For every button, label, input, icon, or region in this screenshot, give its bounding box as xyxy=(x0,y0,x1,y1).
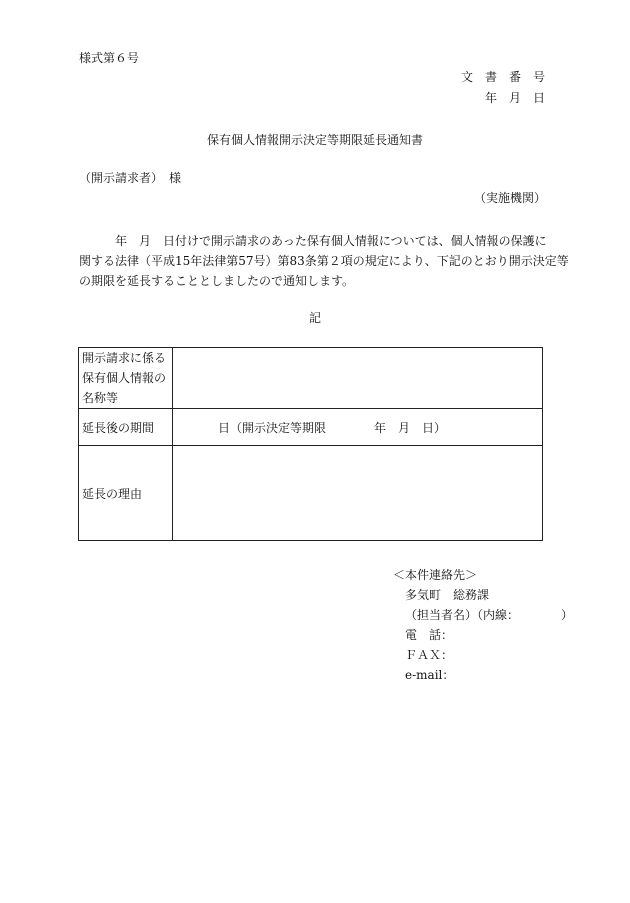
contact-fax: ＦＡＸ： xyxy=(405,648,454,662)
contact-phone: 電 話： xyxy=(405,628,454,642)
date-label: 年 月 日 xyxy=(484,91,545,105)
form-number: 様式第６号 xyxy=(79,51,140,65)
contact-heading: ＜本件連絡先＞ xyxy=(393,568,478,582)
personal-info-name-value[interactable] xyxy=(173,348,543,409)
label-line: 開示請求に係る xyxy=(82,351,167,365)
extension-reason-value[interactable] xyxy=(173,446,543,541)
notice-body xyxy=(79,231,569,291)
requester-label: （開示請求者） 様 xyxy=(79,171,182,185)
label-line: 名称等 xyxy=(82,391,119,405)
notice-body-line: 年 月 日付けで開示請求のあった保有個人情報については、個人情報の保護に xyxy=(79,234,547,248)
contact-person: （担当者名）（内線： ） xyxy=(405,608,574,622)
extended-period-label: 延長後の期間 xyxy=(79,409,173,446)
ki-heading: 記 xyxy=(308,311,321,325)
label-line: 保有個人情報の xyxy=(82,371,167,385)
extension-reason-label: 延長の理由 xyxy=(79,446,173,541)
personal-info-name-label xyxy=(79,348,173,409)
notice-body-line: の期限を延長することとしましたので通知します。 xyxy=(79,274,355,288)
table-row xyxy=(79,409,543,446)
contact-block xyxy=(393,565,573,685)
table-row xyxy=(79,446,543,541)
notice-body-line: 関する法律（平成15年法律第57号）第83条第２項の規定により、下記のとおり開示決定等 xyxy=(79,254,569,268)
document-number-label: 文 書 番 号 xyxy=(460,70,545,84)
extended-period-value[interactable]: 日（開示決定等期限 年 月 日） xyxy=(173,409,543,446)
agency-label: （実施機関） xyxy=(473,191,546,205)
document-title: 保有個人情報開示決定等期限延長通知書 xyxy=(206,133,423,147)
table-row xyxy=(79,348,543,409)
details-table xyxy=(78,347,543,541)
contact-department: 多気町 総務課 xyxy=(405,588,490,602)
contact-email: e-mail： xyxy=(405,668,455,682)
